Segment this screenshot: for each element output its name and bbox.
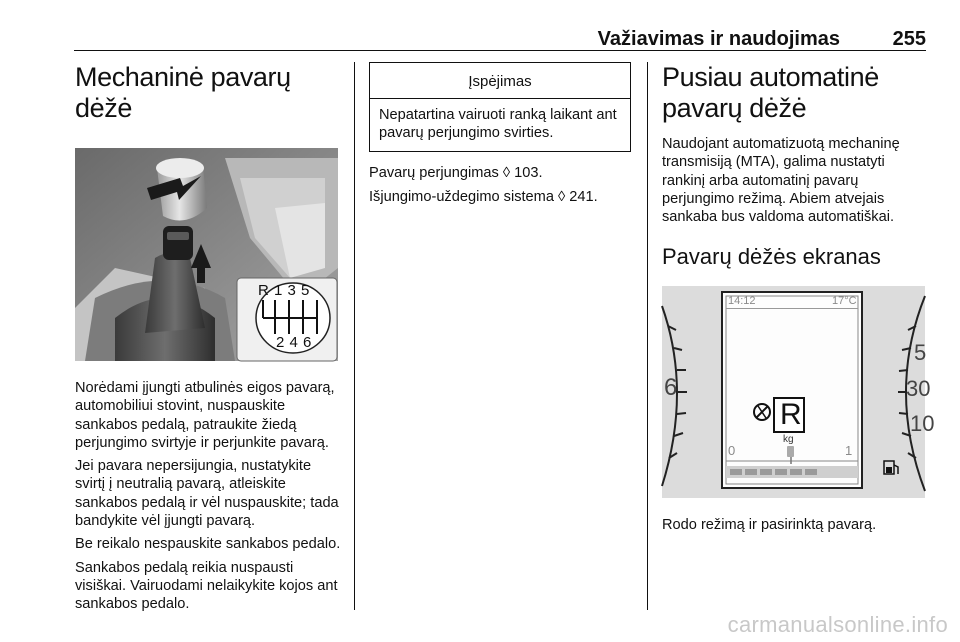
warning-text: Nepatartina vairuoti ranką laikant ant pavarų perjungimo svirties. xyxy=(379,107,617,142)
paragraph-clutch-fully: Sankabos pedalą reikia nuspausti visiškai. Vairuodami nelaikykite kojos ant sankabos pedalo. xyxy=(75,559,338,613)
left-column xyxy=(75,62,343,614)
running-head: Važiavimas ir naudojimas xyxy=(597,28,840,50)
display-time: 14:12 xyxy=(728,295,756,308)
instrument-cluster-illustration xyxy=(662,286,925,498)
right-column xyxy=(662,62,935,535)
gauge-left-number: 6 xyxy=(664,374,678,402)
display-scale-left: 0 xyxy=(728,443,736,459)
subsection-title-display: Pavarų dėžės ekranas xyxy=(662,244,881,270)
paragraph-clutch-note: Be reikalo nespauskite sankabos pedalo. xyxy=(75,536,341,553)
reference-gear-shifting: Pavarų perjungimas ◊ 103. xyxy=(369,164,543,181)
gear-pattern-top-label: R 1 3 5 xyxy=(258,282,310,299)
warning-title: Įspėjimas xyxy=(370,63,630,99)
warning-box xyxy=(369,62,631,152)
column-divider-2 xyxy=(647,62,648,610)
display-temperature: 17°C xyxy=(832,295,857,308)
section-title-semi-auto-line2: pavarų dėžė xyxy=(662,93,807,123)
reference-ignition-system: Išjungimo-uždegimo sistema ◊ 241. xyxy=(369,188,598,205)
paragraph-mta-intro: Naudojant automatizuotą mechaninę transmisiją (MTA), galima nustatyti rankinį arba automatinį pavarų perjungimo režimą. Abiem atvejais sankaba bus valdoma automatiškai. xyxy=(662,136,900,226)
section-title-manual-gearbox: Mechaninė pavarų dėžė xyxy=(75,62,291,123)
display-unit: kg xyxy=(783,434,794,446)
display-gear-mode: R xyxy=(780,398,802,432)
display-scale-right: 1 xyxy=(845,443,853,459)
gear-lever-illustration xyxy=(75,148,338,361)
page-number: 255 xyxy=(892,28,926,50)
header-rule xyxy=(74,50,926,51)
paragraph-reverse-gear: Norėdami įjungti atbulinės eigos pavarą, automobiliui stovint, nuspauskite sankabos pedalą, patraukite žiedą perjungimo svirtyje ir perjunkite pavarą. xyxy=(75,380,335,451)
gear-lever-figure xyxy=(75,148,338,361)
middle-column xyxy=(369,62,631,206)
watermark: carmanualsonline.info xyxy=(727,612,948,637)
display-caption: Rodo režimą ir pasirinktą pavarą. xyxy=(662,517,877,534)
gauge-right-number-1: 5 xyxy=(914,340,927,366)
gear-pattern-bottom-label: 2 4 6 xyxy=(276,334,312,351)
gauge-right-number-3: 10 xyxy=(910,411,935,437)
gearbox-display-figure xyxy=(662,286,935,498)
column-divider-1 xyxy=(354,62,355,610)
gauge-right-number-2: 30 xyxy=(906,376,931,402)
section-title-semi-auto-line1: Pusiau automatinė xyxy=(662,62,879,92)
paragraph-gear-not-engaging: Jei pavara nepersijungia, nustatykite svirtį į neutralią pavarą, atleiskite sankabos pedalą ir vėl nuspauskite; tada bandykite vėl įjungti pavarą. xyxy=(75,458,339,530)
